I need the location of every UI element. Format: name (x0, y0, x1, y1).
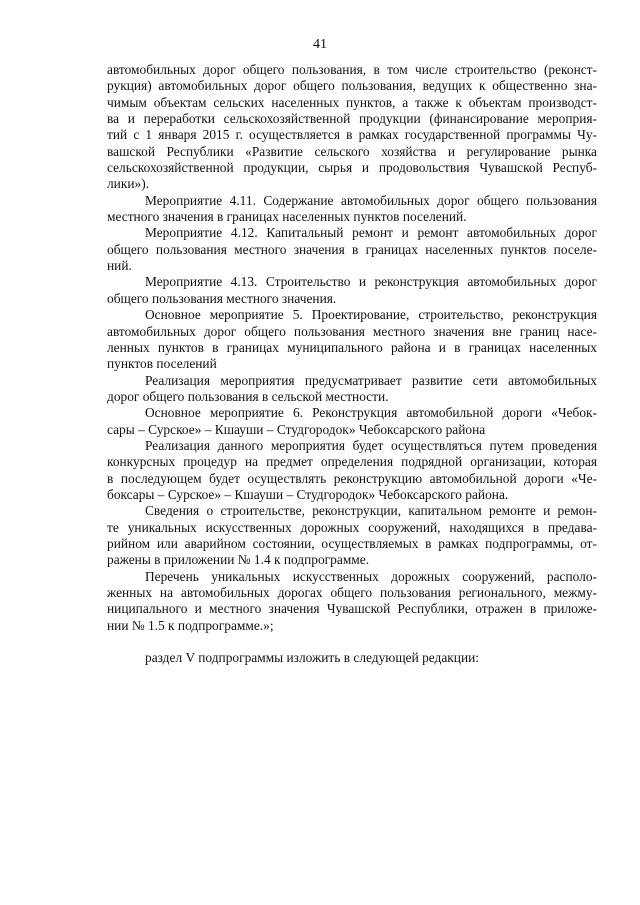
text-line: вашской Республики «Развитие сельского хозяйства и регулирование рынка (107, 143, 597, 159)
text-line: ний. (107, 258, 132, 274)
text-line: рийном или аварийном состоянии, осуществляемых в рамках подпрограммы, от- (107, 535, 597, 551)
text-line: сары – Сурское» – Кшауши – Студгородок» Чебоксарского района (107, 421, 486, 437)
paragraph (107, 503, 597, 568)
text-line: женных на автомобильных дорогах общего пользования регионального, межму- (107, 585, 597, 600)
page-number: 41 (313, 37, 327, 52)
paragraph (107, 307, 597, 372)
paragraph (107, 193, 597, 226)
text-line: местного значения в границах населенных пунктов поселений. (107, 209, 467, 225)
text-line: лики»). (107, 176, 150, 192)
text-line: автомобильных дорог общего пользования местного значения вне границ насе- (107, 323, 597, 339)
text-line: общего пользования местного значения в границах населенных пунктов поселе- (107, 241, 597, 257)
text-line: дорог общего пользования в сельской местности. (107, 388, 389, 404)
text-line: пунктов поселений (107, 356, 217, 372)
text-line: Мероприятие 4.13. Строительство и реконструкция автомобильных дорог (145, 274, 597, 290)
text-line: Сведения о строительстве, реконструкции, капитальном ремонте и ремон- (145, 503, 597, 519)
text-line: автомобильных дорог общего пользования, в том числе строительство (реконст- (107, 62, 597, 77)
text-line: ленных пунктов в границах муниципального района и в границах населенных (107, 339, 597, 355)
text-line: общего пользования местного значения. (107, 290, 337, 306)
text-line: ниципального и местного значения Чувашской Республики, отражен в приложе- (107, 601, 597, 617)
text-line: ва и переработки сельскохозяйственной продукции (финансирование мероприя- (107, 111, 597, 127)
text-line: Реализация данного мероприятия будет осуществляться путем проведения (145, 437, 597, 453)
text-line: сельскохозяйственной продукции, сырья и продовольствия Чувашской Респуб- (107, 160, 597, 176)
paragraph (107, 373, 597, 406)
text-line: чимым объектам сельских населенных пунктов, а также к объектам производст- (107, 94, 597, 110)
text-line: Перечень уникальных искусственных дорожных сооружений, располо- (145, 568, 597, 584)
paragraph-gap (107, 634, 597, 650)
text-line: Основное мероприятие 6. Реконструкция автомобильной дороги «Чебок- (145, 405, 597, 421)
text-line: рукция) автомобильных дорог общего пользования, ведущих к общественно зна- (107, 78, 597, 94)
section-instruction: раздел V подпрограммы изложить в следующей редакции: (145, 650, 480, 666)
paragraph (107, 569, 597, 634)
text-line: Основное мероприятие 5. Проектирование, строительство, реконструкция (145, 307, 597, 323)
paragraph (107, 62, 597, 193)
text-line: боксары – Сурское» – Кшауши – Студгородок» Чебоксарского района. (107, 486, 509, 502)
paragraph (107, 274, 597, 307)
text-line: те уникальных искусственных дорожных сооружений, находящихся в предава- (107, 519, 597, 535)
text-line: Мероприятие 4.11. Содержание автомобильных дорог общего пользования (145, 192, 597, 208)
text-line: конкурсных процедур на предмет определения подрядной организации, которая (107, 454, 597, 470)
text-line: Мероприятие 4.12. Капитальный ремонт и ремонт автомобильных дорог (145, 225, 597, 241)
text-line: тий с 1 января 2015 г. осуществляется в рамках государственной программы Чу- (107, 127, 597, 143)
paragraph (107, 405, 597, 438)
paragraph (107, 438, 597, 503)
document-body (107, 62, 597, 666)
text-line: в последующем будет осуществлять реконструкцию автомобильной дороги «Че- (107, 470, 597, 486)
text-line: нии № 1.5 к подпрограмме.»; (107, 617, 274, 633)
paragraph (107, 225, 597, 274)
text-line: ражены в приложении № 1.4 к подпрограмме. (107, 552, 370, 568)
text-line: Реализация мероприятия предусматривает развитие сети автомобильных (145, 372, 597, 388)
